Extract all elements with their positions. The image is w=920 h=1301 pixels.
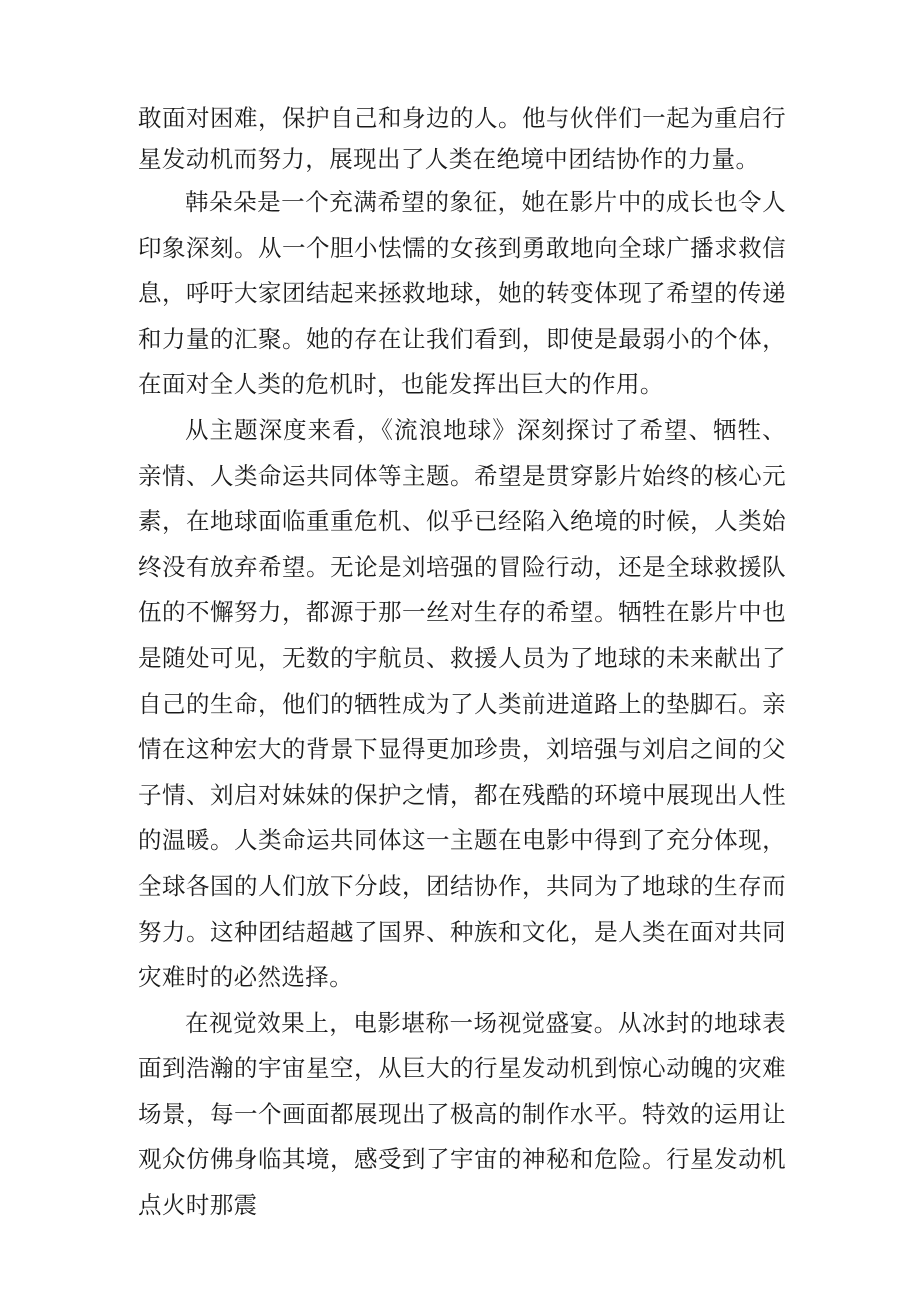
paragraph-han-duoduo: 韩朵朵是一个充满希望的象征，她在影片中的成长也令人印象深刻。从一个胆小怯懦的女孩到勇敢地向全球广播求救信息，呼吁大家团结起来拯救地球，她的转变体现了希望的传递和力量的汇聚。她的存在让我们看到，即使是最弱小的个体，在面对全人类的危机时，也能发挥出巨大的作用。 (138, 188, 786, 399)
paragraph-visual-effects: 在视觉效果上，电影堪称一场视觉盛宴。从冰封的地球表面到浩瀚的宇宙星空，从巨大的行星发动机到惊心动魄的灾难场景，每一个画面都展现出了极高的制作水平。特效的运用让观众仿佛身临其境，感受到了宇宙的神秘和危险。行星发动机点火时那震 (138, 1008, 786, 1220)
document-body (138, 98, 786, 1229)
paragraph-continued: 敢面对困难，保护自己和身边的人。他与伙伴们一起为重启行星发动机而努力，展现出了人类在绝境中团结协作的力量。 (138, 104, 786, 173)
paragraph-theme-depth: 从主题深度来看，《流浪地球》深刻探讨了希望、牺牲、亲情、人类命运共同体等主题。希望是贯穿影片始终的核心元素，在地球面临重重危机、似乎已经陷入绝境的时候，人类始终没有放弃希望。无论是刘培强的冒险行动，还是全球救援队伍的不懈努力，都源于那一丝对生存的希望。牺牲在影片中也是随处可见，无数的宇航员、救援人员为了地球的未来献出了自己的生命，他们的牺牲成为了人类前进道路上的垫脚石。亲情在这种宏大的背景下显得更加珍贵，刘培强与刘启之间的父子情、刘启对妹妹的保护之情，都在残酷的环境中展现出人性的温暖。人类命运共同体这一主题在电影中得到了充分体现，全球各国的人们放下分歧，团结协作，共同为了地球的生存而努力。这种团结超越了国界、种族和文化，是人类在面对共同灾难时的必然选择。 (138, 415, 786, 992)
